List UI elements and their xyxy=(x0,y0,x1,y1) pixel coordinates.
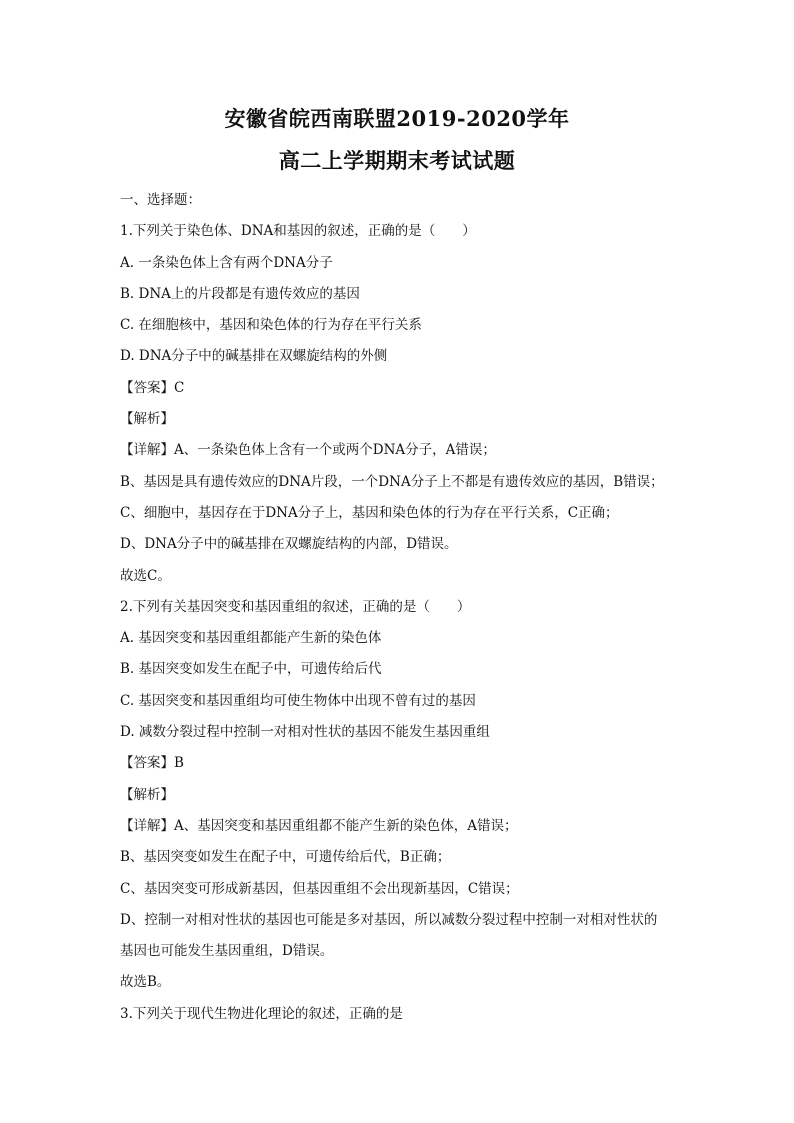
question-1-option-c: C. 在细胞核中，基因和染色体的行为存在平行关系 xyxy=(120,317,422,334)
question-2-explanation-c: C、基因突变可形成新基因，但基因重组不会出现新基因，C错误； xyxy=(120,880,519,897)
section-heading: 一、选择题： xyxy=(120,192,201,208)
question-2-explanation-b: B、基因突变如发生在配子中，可遗传给后代，B正确； xyxy=(120,849,451,866)
question-2-option-a: A. 基因突变和基因重组都能产生新的染色体 xyxy=(120,630,382,647)
document-title: 安徽省皖西南联盟2019-2020学年 xyxy=(224,106,570,131)
question-2-explanation-d-cont: 基因也可能发生基因重组，D错误。 xyxy=(120,943,334,960)
question-1-conclusion: 故选C。 xyxy=(120,567,171,584)
question-1-analysis-label: 【解析】 xyxy=(120,411,174,428)
question-2-conclusion: 故选B。 xyxy=(120,974,171,991)
question-2-analysis-label: 【解析】 xyxy=(120,786,174,803)
question-2-option-b: B. 基因突变如发生在配子中，可遗传给后代 xyxy=(120,661,382,678)
question-2-option-d: D. 减数分裂过程中控制一对相对性状的基因不能发生基因重组 xyxy=(120,724,490,741)
question-1-explanation-a: 【详解】A、一条染色体上含有一个或两个DNA分子，A错误； xyxy=(120,442,496,459)
document-subtitle: 高二上学期期末考试试题 xyxy=(278,148,516,173)
question-1-explanation-c: C、细胞中，基因存在于DNA分子上，基因和染色体的行为存在平行关系，C正确； xyxy=(120,504,619,521)
question-1-explanation-d: D、DNA分子中的碱基排在双螺旋结构的内部，D错误。 xyxy=(120,536,458,553)
question-2-explanation-a: 【详解】A、基因突变和基因重组都不能产生新的染色体，A错误； xyxy=(120,817,518,834)
question-2-explanation-d: D、控制一对相对性状的基因也可能是多对基因，所以减数分裂过程中控制一对相对性状的 xyxy=(120,911,658,928)
question-1-option-b: B. DNA上的片段都是有遗传效应的基因 xyxy=(120,285,360,302)
question-1-explanation-b: B、基因是具有遗传效应的DNA片段，一个DNA分子上不都是有遗传效应的基因，B错误； xyxy=(120,473,664,490)
question-1-stem: 1.下列关于染色体、DNA和基因的叙述，正确的是（ ） xyxy=(120,223,476,240)
question-1-answer: 【答案】C xyxy=(120,379,185,396)
question-2-stem: 2.下列有关基因突变和基因重组的叙述，正确的是（ ） xyxy=(120,598,471,615)
question-1-option-a: A. 一条染色体上含有两个DNA分子 xyxy=(120,254,333,271)
question-2-option-c: C. 基因突变和基因重组均可使生物体中出现不曾有过的基因 xyxy=(120,692,476,709)
question-2-answer: 【答案】B xyxy=(120,755,184,772)
document-body xyxy=(120,185,680,1030)
question-3-stem: 3.下列关于现代生物进化理论的叙述，正确的是 xyxy=(120,1005,403,1022)
question-1-option-d: D. DNA分子中的碱基排在双螺旋结构的外侧 xyxy=(120,348,388,365)
